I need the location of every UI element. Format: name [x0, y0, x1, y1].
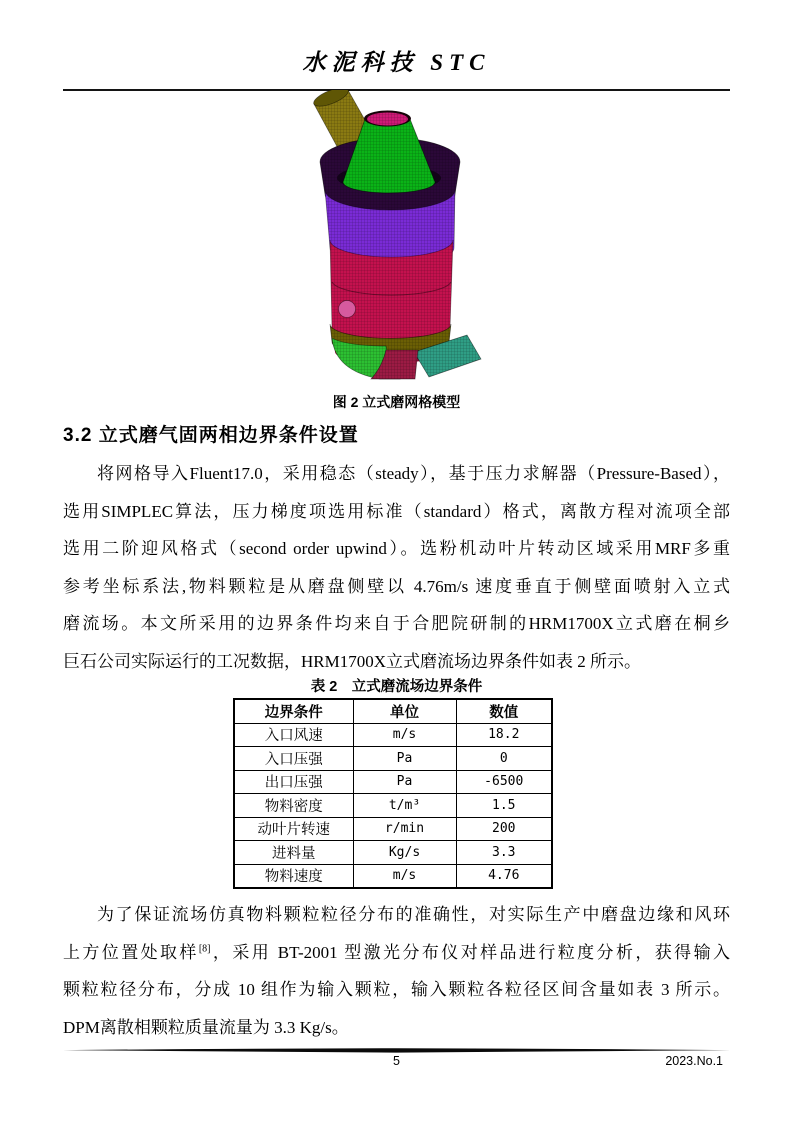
table-cell: m/s: [353, 864, 456, 888]
paragraph-line: 为了保证流场仿真物料颗粒粒径分布的准确性，对实际生产中磨盘边缘和风环: [97, 905, 730, 924]
table-cell: 0: [456, 747, 552, 771]
table-cell: 入口风速: [234, 723, 353, 747]
side-port-sphere: [339, 301, 356, 318]
table-cell: 3.3: [456, 841, 552, 865]
table-cell: 18.2: [456, 723, 552, 747]
table-row: [234, 817, 552, 841]
table-cell: Pa: [353, 747, 456, 771]
paragraph-line: 选用二阶迎风格式（second order upwind）。选粉机动叶片转动区域采用MRF多重: [63, 539, 730, 558]
table-row: [234, 723, 552, 747]
table-cell: 物料速度: [234, 864, 353, 888]
table-cell: t/m³: [353, 794, 456, 818]
table-row: [234, 747, 552, 771]
paragraph-line: 磨流场。本文所采用的边界条件均来自于合肥院研制的HRM1700X立式磨在桐乡: [63, 614, 730, 633]
table-row: [234, 770, 552, 794]
mill-mesh-figure: [268, 90, 530, 388]
issue-label: 2023.No.1: [665, 1054, 723, 1068]
table-row: [234, 864, 552, 888]
table-cell: -6500: [456, 770, 552, 794]
table-cell: 动叶片转速: [234, 817, 353, 841]
figure-caption: 图 2 立式磨网格模型: [332, 394, 461, 410]
text-segment: 上方位置处取样: [63, 942, 199, 962]
table-header-cell: 边界条件: [234, 699, 353, 723]
paragraph-particle-sampling: [63, 896, 730, 1046]
footer-rule: [63, 1048, 730, 1053]
journal-header-title: 水泥科技 STC: [302, 50, 491, 75]
table-cell: 1.5: [456, 794, 552, 818]
table-row: [234, 794, 552, 818]
paragraph-line: 参考坐标系法,物料颗粒是从磨盘侧壁以 4.76m/s 速度垂直于侧壁面喷射入立式: [63, 576, 730, 596]
text-segment: ，采用 BT-2001 型激光分布仪对样品进行粒度分析，获得输入: [210, 942, 730, 962]
section-heading: 3.2 立式磨气固两相边界条件设置: [63, 425, 359, 446]
paragraph-line: 将网格导入Fluent17.0，采用稳态（steady），基于压力求解器（Pressure-Based），: [97, 464, 730, 483]
table-cell: 进料量: [234, 841, 353, 865]
table-header-cell: 单位: [353, 699, 456, 723]
paragraph-line: 巨石公司实际运行的工况数据，HRM1700X立式磨流场边界条件如表 2 所示。: [63, 651, 642, 671]
table-cell: 4.76: [456, 864, 552, 888]
table-cell: 出口压强: [234, 770, 353, 794]
table-cell: Kg/s: [353, 841, 456, 865]
table-cell: m/s: [353, 723, 456, 747]
table-cell: r/min: [353, 817, 456, 841]
table-header-row: [234, 699, 552, 723]
boundary-conditions-table: [233, 698, 553, 889]
paragraph-boundary-conditions: [63, 455, 730, 680]
table-cell: 200: [456, 817, 552, 841]
table-row: [234, 841, 552, 865]
citation-superscript: [8]: [198, 942, 211, 954]
page-number: 5: [393, 1054, 400, 1068]
paragraph-line: DPM离散相颗粒质量流量为 3.3 Kg/s。: [63, 1017, 349, 1037]
paragraph-line: [63, 934, 730, 972]
table-header-cell: 数值: [456, 699, 552, 723]
table-cell: Pa: [353, 770, 456, 794]
table-title: 表 2 立式磨流场边界条件: [310, 679, 483, 695]
paragraph-line: 选用SIMPLEC算法，压力梯度项选用标准（standard）格式，离散方程对流项全部: [63, 501, 730, 521]
paragraph-line: 颗粒粒径分布，分成 10 组作为输入颗粒，输入颗粒各粒径区间含量如表 3 所示。: [63, 980, 730, 999]
table-cell: 物料密度: [234, 794, 353, 818]
table-cell: 入口压强: [234, 747, 353, 771]
